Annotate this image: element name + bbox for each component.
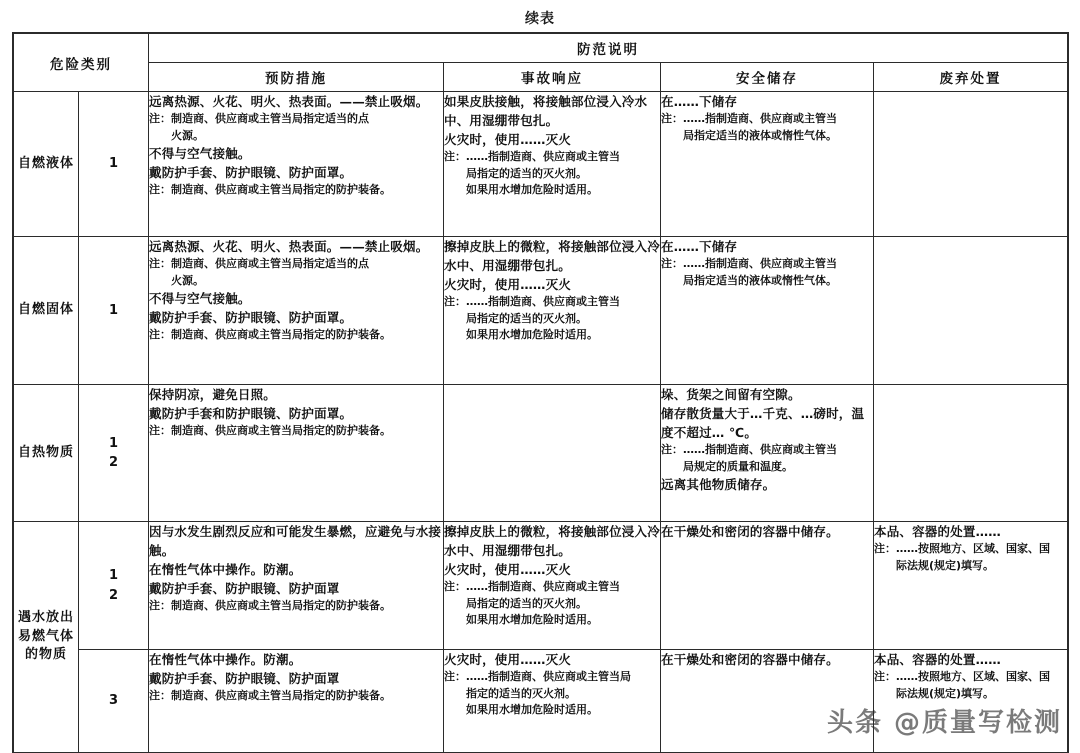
cell-line: 不得与空气接触。 — [149, 146, 251, 161]
cell-line: 垛、货架之间留有空隙。 — [661, 387, 801, 402]
cell-disposal — [874, 237, 1068, 385]
cell-line: 如果用水增加危险时适用。 — [466, 183, 598, 196]
hazard-category-name-line: 自燃固体 — [17, 302, 74, 318]
cell-response — [444, 522, 661, 650]
cell-line: 注：……指制造商、供应商或主管当 — [661, 112, 837, 125]
header-prevention: 预防措施 — [149, 63, 444, 92]
cell-storage — [661, 650, 874, 753]
cell-line: 注：制造商、供应商或主管当局指定的防护装备。 — [149, 689, 391, 702]
cell-line: 远离其他物质储存。 — [661, 477, 776, 492]
cell-line: 擦掉皮肤上的微粒，将接触部位浸入冷水中、用湿绷带包扎。 — [444, 239, 660, 273]
cell-disposal — [874, 385, 1068, 522]
cell-line: 注：……指制造商、供应商或主管当 — [661, 443, 837, 456]
cell-line: 注：……按照地方、区域、国家、国 — [874, 542, 1050, 555]
hazard-category-name-line: 的物质 — [24, 647, 67, 663]
cell-storage — [661, 92, 874, 237]
cell-line: 注：制造商、供应商或主管当局指定的防护装备。 — [149, 599, 391, 612]
cell-line: 戴防护手套和防护眼镜、防护面罩。 — [149, 406, 353, 421]
cell-line: 际法规(规定)填写。 — [896, 558, 995, 572]
cell-line: 如果皮肤接触，将接触部位浸入冷水中、用湿绷带包扎。 — [444, 94, 648, 128]
hazard-precaution-table-wrapper — [13, 33, 1067, 753]
cell-line: 局指定的适当的灭火剂。 — [466, 596, 587, 610]
cell-disposal — [874, 522, 1068, 650]
header-precaution-group: 防范说明 — [149, 34, 1068, 63]
table-head — [14, 34, 1068, 92]
cell-disposal — [874, 650, 1068, 753]
cell-line: 戴防护手套、防护眼镜、防护面罩 — [149, 671, 340, 686]
cell-response — [444, 650, 661, 753]
cell-line: 火源。 — [171, 273, 204, 287]
cell-line: 储存散货量大于…千克、…磅时，温度不超过… ℃。 — [661, 406, 865, 440]
table-row — [14, 92, 1068, 237]
hazard-category-number-value: 2 — [108, 455, 119, 470]
hazard-category-name — [14, 522, 79, 753]
cell-line: 局指定的适当的灭火剂。 — [466, 166, 587, 180]
header-row-columns — [14, 63, 1068, 92]
cell-line: 远离热源、火花、明火、热表面。——禁止吸烟。 — [149, 94, 429, 109]
cell-line: 火灾时，使用……灭火 — [444, 652, 572, 667]
cell-line: 因与水发生剧烈反应和可能发生暴燃，应避免与水接触。 — [149, 524, 442, 558]
cell-line: 保持阴凉，避免日照。 — [149, 387, 277, 402]
table-row — [14, 522, 1068, 650]
hazard-category-name-line: 自燃液体 — [17, 155, 74, 171]
cell-line: 注：……按照地方、区域、国家、国 — [874, 670, 1050, 683]
cell-response — [444, 385, 661, 522]
table-row — [14, 650, 1068, 753]
cell-prevention — [149, 385, 444, 522]
cell-line: 在……下储存 — [661, 94, 738, 109]
cell-response — [444, 237, 661, 385]
cell-line: 远离热源、火花、明火、热表面。——禁止吸烟。 — [149, 239, 429, 254]
cell-line: 戴防护手套、防护眼镜、防护面罩。 — [149, 165, 353, 180]
hazard-precaution-table — [13, 33, 1068, 753]
hazard-category-name-line: 自热物质 — [17, 444, 74, 460]
hazard-category-name — [14, 92, 79, 237]
cell-line: 注：制造商、供应商或主管当局指定的防护装备。 — [149, 424, 391, 437]
hazard-category-number-value: 3 — [108, 693, 119, 709]
cell-line: 擦掉皮肤上的微粒，将接触部位浸入冷水中、用湿绷带包扎。 — [444, 524, 660, 558]
hazard-category-number — [79, 650, 149, 753]
cell-storage — [661, 522, 874, 650]
header-row-group — [14, 34, 1068, 63]
cell-line: 注：……指制造商、供应商或主管当 — [444, 150, 620, 163]
cell-line: 戴防护手套、防护眼镜、防护面罩 — [149, 581, 340, 596]
cell-prevention — [149, 92, 444, 237]
cell-line: 际法规(规定)填写。 — [896, 686, 995, 700]
hazard-category-number-value: 1 — [108, 302, 119, 318]
cell-line: 火灾时，使用……灭火 — [444, 132, 572, 147]
header-disposal: 废弃处置 — [874, 63, 1068, 92]
cell-line: 局规定的质量和温度。 — [683, 459, 793, 473]
header-response: 事故响应 — [444, 63, 661, 92]
cell-line: 在惰性气体中操作。防潮。 — [149, 562, 302, 577]
cell-line: 如果用水增加危险时适用。 — [466, 613, 598, 626]
hazard-category-name-line: 遇水放出 — [17, 609, 74, 625]
cell-response — [444, 92, 661, 237]
header-category: 危险类别 — [14, 34, 149, 92]
cell-line: 火灾时，使用……灭火 — [444, 277, 572, 292]
page-title: 续表 — [525, 11, 555, 27]
watermark: 头条 @质量写检测 — [826, 708, 1062, 738]
cell-line: 注：制造商、供应商或主管当局指定的防护装备。 — [149, 183, 391, 196]
hazard-category-number — [79, 237, 149, 385]
cell-line: 在干燥处和密闭的容器中储存。 — [661, 524, 839, 539]
hazard-category-number-value: 1 — [108, 156, 119, 172]
cell-line: 如果用水增加危险时适用。 — [466, 703, 598, 716]
cell-line: 局指定的适当的灭火剂。 — [466, 311, 587, 325]
hazard-category-name — [14, 385, 79, 522]
cell-line: 本品、容器的处置…… — [874, 524, 1002, 539]
cell-line: 注：制造商、供应商或主管当局指定的防护装备。 — [149, 328, 391, 341]
cell-prevention — [149, 237, 444, 385]
cell-line: 火源。 — [171, 128, 204, 142]
cell-line: 如果用水增加危险时适用。 — [466, 328, 598, 341]
cell-line: 注：……指制造商、供应商或主管当 — [661, 257, 837, 270]
hazard-category-number — [79, 522, 149, 650]
cell-line: 注：……指制造商、供应商或主管当局 — [444, 670, 631, 683]
cell-line: 指定的适当的灭火剂。 — [466, 686, 576, 700]
hazard-category-name — [14, 237, 79, 385]
hazard-category-number-value: 1 — [108, 568, 119, 583]
cell-line: 局指定适当的液体或惰性气体。 — [683, 128, 837, 142]
cell-line: 本品、容器的处置…… — [874, 652, 1002, 667]
cell-disposal — [874, 92, 1068, 237]
cell-line: 局指定适当的液体或惰性气体。 — [683, 273, 837, 287]
hazard-category-name-line: 易燃气体 — [17, 628, 74, 644]
header-storage: 安全储存 — [661, 63, 874, 92]
cell-line: 注：……指制造商、供应商或主管当 — [444, 580, 620, 593]
cell-line: 注：制造商、供应商或主管当局指定适当的点 — [149, 257, 369, 270]
cell-line: 在……下储存 — [661, 239, 738, 254]
cell-line: 不得与空气接触。 — [149, 291, 251, 306]
table-row — [14, 385, 1068, 522]
table-row — [14, 237, 1068, 385]
cell-prevention — [149, 650, 444, 753]
cell-line: 注：制造商、供应商或主管当局指定适当的点 — [149, 112, 369, 125]
cell-line: 戴防护手套、防护眼镜、防护面罩。 — [149, 310, 353, 325]
hazard-category-number — [79, 385, 149, 522]
hazard-category-number-value: 2 — [108, 587, 119, 603]
cell-prevention — [149, 522, 444, 650]
cell-line: 注：……指制造商、供应商或主管当 — [444, 295, 620, 308]
cell-line: 火灾时，使用……灭火 — [444, 562, 572, 577]
cell-storage — [661, 237, 874, 385]
hazard-category-number — [79, 92, 149, 237]
cell-storage — [661, 385, 874, 522]
cell-line: 在惰性气体中操作。防潮。 — [149, 652, 302, 667]
table-body — [14, 92, 1068, 753]
cell-line: 在干燥处和密闭的容器中储存。 — [661, 652, 839, 667]
hazard-category-number-value: 1 — [108, 435, 119, 451]
